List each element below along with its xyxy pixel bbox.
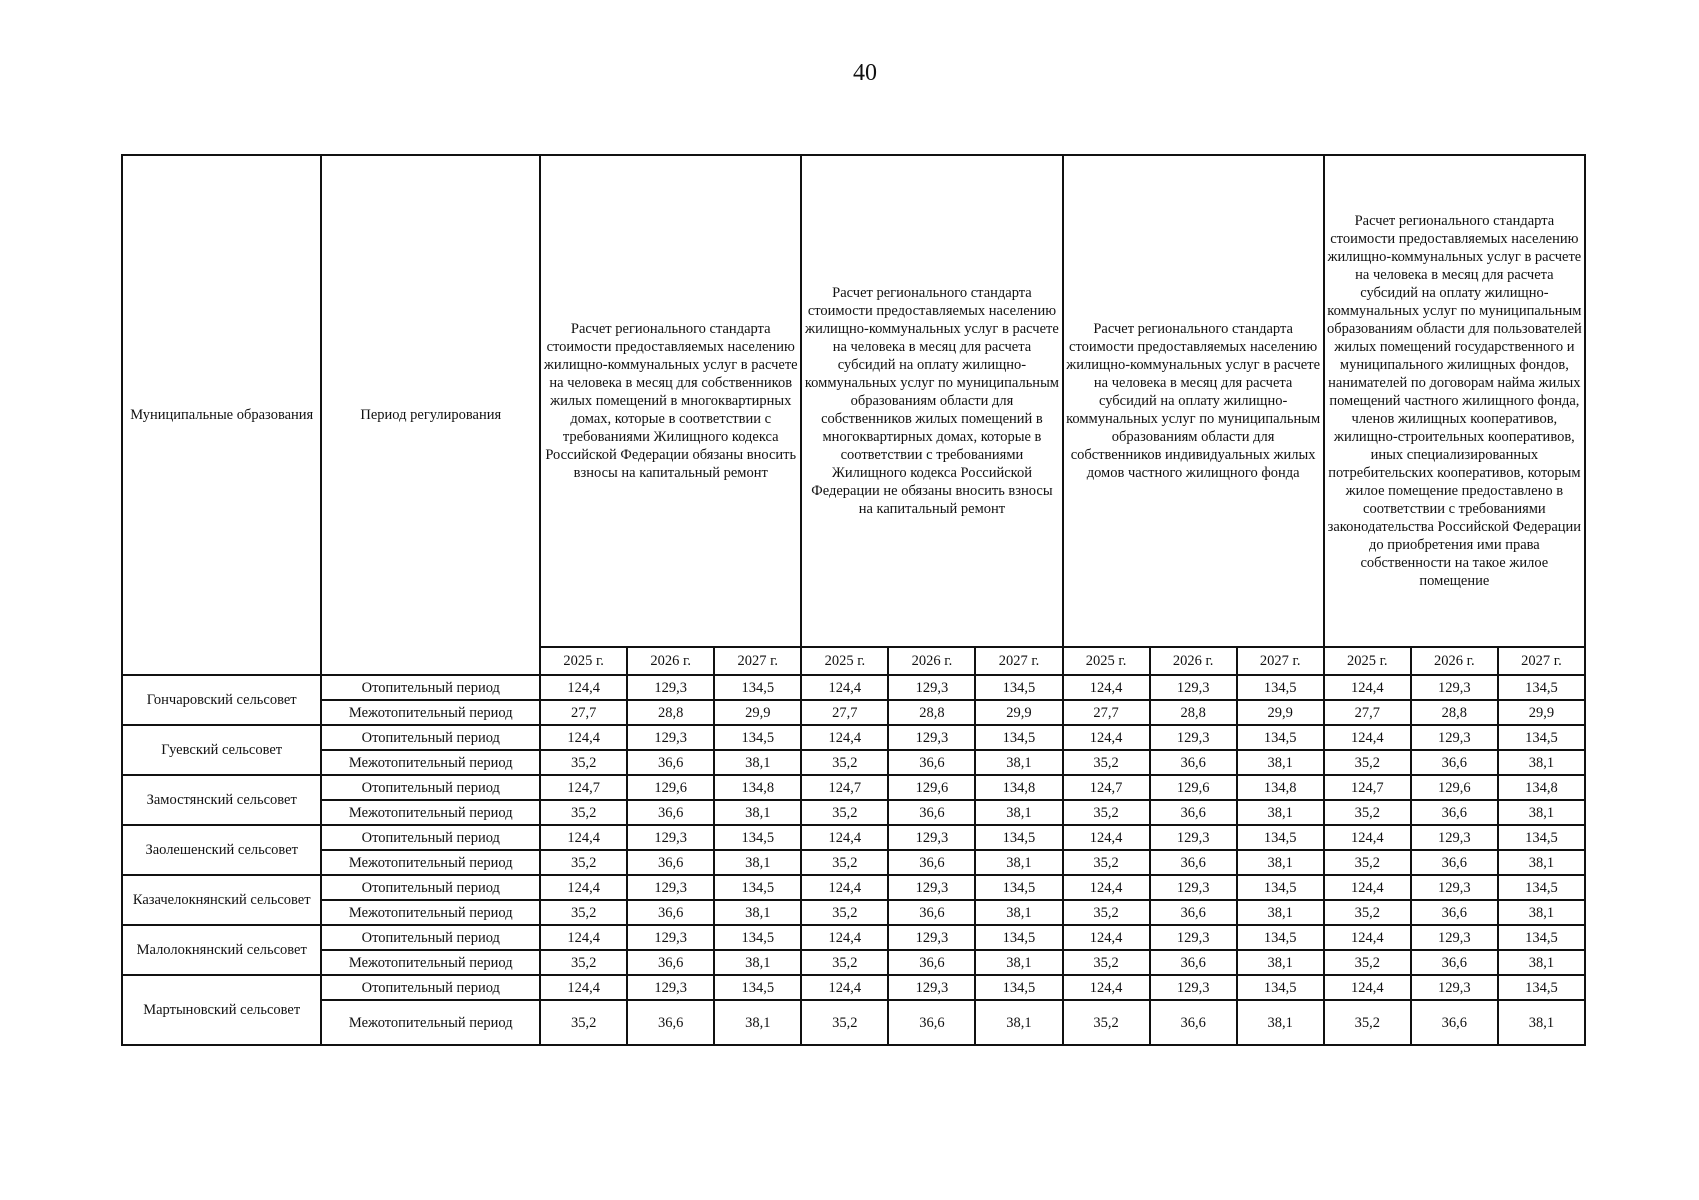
year-header: 2025 г. [540,647,627,675]
value-cell: 134,5 [1237,975,1324,1000]
value-cell: 38,1 [975,900,1062,925]
value-cell: 35,2 [1324,900,1411,925]
value-cell: 28,8 [1150,700,1237,725]
value-cell: 124,4 [1324,825,1411,850]
table-row [122,800,1585,825]
value-cell: 124,4 [801,975,888,1000]
value-cell: 38,1 [1237,800,1324,825]
value-cell: 134,5 [975,825,1062,850]
value-cell: 36,6 [888,850,975,875]
value-cell: 36,6 [1411,1000,1498,1045]
value-cell: 35,2 [1324,750,1411,775]
value-cell: 124,4 [1063,825,1150,850]
table-row [122,875,1585,900]
value-cell: 134,5 [1498,675,1585,700]
value-cell: 134,5 [975,975,1062,1000]
value-cell: 124,4 [540,825,627,850]
value-cell: 129,3 [888,825,975,850]
value-cell: 29,9 [1237,700,1324,725]
header-group-2: Расчет регионального стандарта стоимости предоставляемых населению жилищно-коммунальных услуг в расчете на человека в месяц для расчета субсидий на оплату жилищно-коммунальных услуг по муниципальным образованиям области для собственников жилых помещений в многоквартирных домах, которые в соответствии с требованиями Жилищного кодекса Российской Федерации не обязаны вносить взносы на капитальный ремонт [801,155,1062,647]
table-row [122,925,1585,950]
value-cell: 38,1 [714,850,801,875]
value-cell: 36,6 [1411,950,1498,975]
value-cell: 35,2 [540,1000,627,1045]
value-cell: 134,5 [714,925,801,950]
value-cell: 36,6 [627,800,714,825]
value-cell: 134,5 [975,925,1062,950]
value-cell: 27,7 [540,700,627,725]
value-cell: 38,1 [975,850,1062,875]
value-cell: 134,5 [1237,925,1324,950]
value-cell: 129,3 [1411,975,1498,1000]
value-cell: 129,3 [1411,925,1498,950]
value-cell: 35,2 [1063,950,1150,975]
year-header: 2025 г. [1324,647,1411,675]
value-cell: 134,5 [1237,725,1324,750]
municipality-name: Мартыновский сельсовет [122,975,321,1045]
value-cell: 134,5 [1498,925,1585,950]
value-cell: 124,4 [1324,725,1411,750]
value-cell: 129,3 [1150,825,1237,850]
value-cell: 134,5 [1237,875,1324,900]
value-cell: 124,4 [1324,975,1411,1000]
table-row [122,900,1585,925]
table-header [122,155,1585,675]
value-cell: 124,4 [1324,675,1411,700]
value-cell: 134,5 [714,675,801,700]
value-cell: 134,5 [1498,825,1585,850]
value-cell: 27,7 [801,700,888,725]
value-cell: 124,4 [540,725,627,750]
value-cell: 36,6 [1411,850,1498,875]
value-cell: 38,1 [1498,750,1585,775]
value-cell: 29,9 [714,700,801,725]
header-period: Период регулирования [321,155,540,675]
year-header: 2026 г. [888,647,975,675]
value-cell: 38,1 [975,800,1062,825]
table-row [122,750,1585,775]
value-cell: 124,4 [801,825,888,850]
period-nonheating: Межотопительный период [321,700,540,725]
year-header: 2027 г. [1498,647,1585,675]
year-header: 2025 г. [1063,647,1150,675]
value-cell: 36,6 [1150,850,1237,875]
value-cell: 38,1 [1498,1000,1585,1045]
year-header: 2026 г. [1411,647,1498,675]
value-cell: 35,2 [1063,900,1150,925]
value-cell: 134,5 [714,825,801,850]
value-cell: 124,4 [801,875,888,900]
value-cell: 124,4 [801,925,888,950]
value-cell: 36,6 [1411,750,1498,775]
value-cell: 134,5 [1498,725,1585,750]
value-cell: 38,1 [1498,950,1585,975]
value-cell: 38,1 [1498,900,1585,925]
value-cell: 129,3 [888,975,975,1000]
value-cell: 36,6 [1150,900,1237,925]
value-cell: 129,3 [1150,875,1237,900]
table-row [122,725,1585,750]
value-cell: 29,9 [975,700,1062,725]
value-cell: 124,4 [1063,725,1150,750]
value-cell: 38,1 [1237,750,1324,775]
value-cell: 35,2 [1324,1000,1411,1045]
value-cell: 129,6 [1411,775,1498,800]
value-cell: 35,2 [1063,800,1150,825]
value-cell: 124,4 [1063,675,1150,700]
value-cell: 36,6 [627,750,714,775]
value-cell: 129,3 [1411,675,1498,700]
period-heating: Отопительный период [321,925,540,950]
value-cell: 124,4 [801,725,888,750]
value-cell: 38,1 [1237,900,1324,925]
municipality-name: Малолокнянский сельсовет [122,925,321,975]
value-cell: 129,3 [1150,925,1237,950]
value-cell: 35,2 [1324,800,1411,825]
value-cell: 129,3 [627,825,714,850]
value-cell: 134,5 [1237,675,1324,700]
value-cell: 36,6 [627,850,714,875]
year-header: 2026 г. [1150,647,1237,675]
table-row [122,700,1585,725]
value-cell: 28,8 [1411,700,1498,725]
value-cell: 35,2 [1063,850,1150,875]
value-cell: 35,2 [801,950,888,975]
value-cell: 36,6 [1150,800,1237,825]
value-cell: 27,7 [1063,700,1150,725]
value-cell: 35,2 [1063,750,1150,775]
value-cell: 36,6 [1411,800,1498,825]
value-cell: 38,1 [1237,850,1324,875]
period-nonheating: Межотопительный период [321,750,540,775]
period-nonheating: Межотопительный период [321,950,540,975]
value-cell: 124,7 [1063,775,1150,800]
value-cell: 134,8 [1498,775,1585,800]
value-cell: 36,6 [1150,750,1237,775]
table-row [122,825,1585,850]
year-header: 2027 г. [975,647,1062,675]
value-cell: 129,3 [1150,725,1237,750]
header-group-3: Расчет регионального стандарта стоимости предоставляемых населению жилищно-коммунальных услуг в расчете на человека в месяц для расчета субсидий на оплату жилищно-коммунальных услуг по муниципальным образованиям области для собственников индивидуальных жилых домов частного жилищного фонда [1063,155,1324,647]
value-cell: 124,4 [1063,975,1150,1000]
value-cell: 38,1 [1498,800,1585,825]
value-cell: 129,3 [627,925,714,950]
value-cell: 129,3 [627,675,714,700]
regional-standard-table [121,154,1586,1046]
value-cell: 134,8 [975,775,1062,800]
year-header: 2027 г. [714,647,801,675]
value-cell: 134,8 [1237,775,1324,800]
value-cell: 124,4 [540,675,627,700]
value-cell: 36,6 [627,950,714,975]
value-cell: 35,2 [1063,1000,1150,1045]
value-cell: 35,2 [801,750,888,775]
value-cell: 134,5 [975,875,1062,900]
value-cell: 124,4 [1324,875,1411,900]
value-cell: 129,3 [888,675,975,700]
value-cell: 124,7 [1324,775,1411,800]
value-cell: 36,6 [1150,950,1237,975]
value-cell: 38,1 [714,900,801,925]
value-cell: 134,5 [1498,975,1585,1000]
value-cell: 129,3 [1150,675,1237,700]
value-cell: 38,1 [714,750,801,775]
value-cell: 36,6 [888,900,975,925]
municipality-name: Казачелокнянский сельсовет [122,875,321,925]
value-cell: 124,4 [540,875,627,900]
value-cell: 134,5 [975,725,1062,750]
value-cell: 134,5 [1237,825,1324,850]
period-nonheating: Межотопительный период [321,900,540,925]
value-cell: 129,3 [1411,875,1498,900]
period-nonheating: Межотопительный период [321,800,540,825]
value-cell: 129,3 [627,975,714,1000]
value-cell: 38,1 [714,800,801,825]
value-cell: 124,4 [540,975,627,1000]
value-cell: 35,2 [540,950,627,975]
value-cell: 36,6 [627,900,714,925]
value-cell: 129,3 [888,875,975,900]
table-row [122,675,1585,700]
period-heating: Отопительный период [321,975,540,1000]
value-cell: 36,6 [1411,900,1498,925]
value-cell: 134,5 [1498,875,1585,900]
value-cell: 129,3 [888,925,975,950]
value-cell: 35,2 [540,750,627,775]
value-cell: 129,6 [888,775,975,800]
value-cell: 38,1 [714,950,801,975]
value-cell: 35,2 [801,900,888,925]
municipality-name: Заолешенский сельсовет [122,825,321,875]
value-cell: 36,6 [888,950,975,975]
value-cell: 38,1 [975,750,1062,775]
table-row [122,950,1585,975]
header-municipality: Муниципальные образования [122,155,321,675]
value-cell: 38,1 [1237,1000,1324,1045]
value-cell: 129,3 [888,725,975,750]
table-row [122,775,1585,800]
value-cell: 35,2 [801,1000,888,1045]
value-cell: 35,2 [1324,850,1411,875]
table-row [122,975,1585,1000]
value-cell: 35,2 [540,800,627,825]
period-heating: Отопительный период [321,875,540,900]
value-cell: 124,4 [1063,875,1150,900]
value-cell: 27,7 [1324,700,1411,725]
header-group-4: Расчет регионального стандарта стоимости предоставляемых населению жилищно-коммунальных услуг в расчете на человека в месяц для расчета субсидий на оплату жилищно-коммунальных услуг по муниципальным образованиям области для пользователей жилых помещений государственного и муниципального жилищных фондов, нанимателей по договорам найма жилых помещений частного жилищного фонда, членов жилищных кооперативов, жилищно-строительных кооперативов, иных специализированных потребительских кооперативов, которым жилое помещение предоставлено в соответствии с требованиями законодательства Российской Федерации до приобретения ими права собственности на такое жилое помещение [1324,155,1585,647]
value-cell: 28,8 [627,700,714,725]
value-cell: 134,5 [714,725,801,750]
value-cell: 124,7 [540,775,627,800]
municipality-name: Замостянский сельсовет [122,775,321,825]
value-cell: 29,9 [1498,700,1585,725]
value-cell: 38,1 [1498,850,1585,875]
value-cell: 124,4 [1324,925,1411,950]
value-cell: 35,2 [1324,950,1411,975]
value-cell: 134,5 [714,875,801,900]
value-cell: 36,6 [627,1000,714,1045]
municipality-name: Гончаровский сельсовет [122,675,321,725]
value-cell: 38,1 [1237,950,1324,975]
header-group-1: Расчет регионального стандарта стоимости предоставляемых населению жилищно-коммунальных услуг в расчете на человека в месяц для собственников жилых помещений в многоквартирных домах, которые в соответствии с требованиями Жилищного кодекса Российской Федерации обязаны вносить взносы на капитальный ремонт [540,155,801,647]
page-number: 40 [853,60,877,86]
value-cell: 129,3 [1411,725,1498,750]
value-cell: 36,6 [888,1000,975,1045]
period-heating: Отопительный период [321,725,540,750]
value-cell: 134,5 [975,675,1062,700]
value-cell: 129,3 [1411,825,1498,850]
value-cell: 35,2 [801,850,888,875]
municipality-name: Гуевский сельсовет [122,725,321,775]
value-cell: 129,6 [1150,775,1237,800]
value-cell: 129,3 [1150,975,1237,1000]
period-heating: Отопительный период [321,775,540,800]
value-cell: 129,3 [627,725,714,750]
value-cell: 38,1 [975,950,1062,975]
value-cell: 134,8 [714,775,801,800]
value-cell: 124,4 [1063,925,1150,950]
value-cell: 36,6 [888,750,975,775]
year-header: 2026 г. [627,647,714,675]
value-cell: 36,6 [1150,1000,1237,1045]
value-cell: 38,1 [714,1000,801,1045]
period-heating: Отопительный период [321,675,540,700]
value-cell: 35,2 [540,900,627,925]
value-cell: 124,4 [801,675,888,700]
table-body [122,675,1585,1045]
value-cell: 129,3 [627,875,714,900]
period-nonheating: Межотопительный период [321,850,540,875]
year-header: 2025 г. [801,647,888,675]
period-heating: Отопительный период [321,825,540,850]
value-cell: 35,2 [801,800,888,825]
value-cell: 38,1 [975,1000,1062,1045]
period-nonheating: Межотопительный период [321,1000,540,1045]
value-cell: 28,8 [888,700,975,725]
value-cell: 35,2 [540,850,627,875]
value-cell: 124,4 [540,925,627,950]
value-cell: 134,5 [714,975,801,1000]
year-header: 2027 г. [1237,647,1324,675]
table-row [122,1000,1585,1045]
value-cell: 36,6 [888,800,975,825]
value-cell: 129,6 [627,775,714,800]
table-row [122,850,1585,875]
value-cell: 124,7 [801,775,888,800]
